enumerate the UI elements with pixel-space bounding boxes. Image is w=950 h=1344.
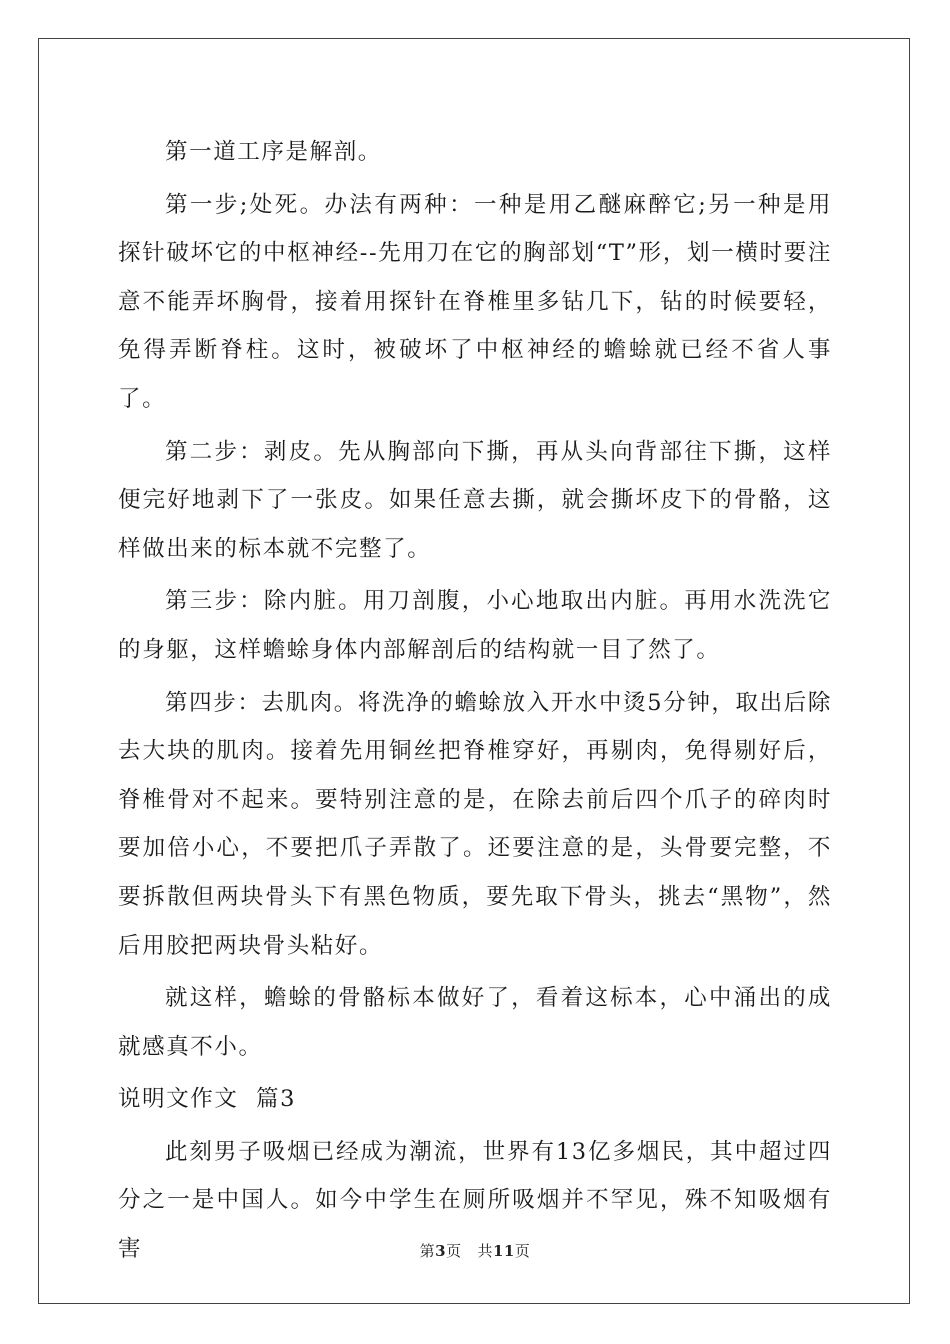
paragraph: 第四步：去肌肉。将洗净的蟾蜍放入开水中烫5分钟，取出后除去大块的肌肉。接着先用铜丝把脊椎穿好，再剔肉，免得剔好后，脊椎骨对不起来。要特别注意的是，在除去前后四个爪子的碎肉时要加倍小心，不要把爪子弄散了。还要注意的是，头骨要完整，不要拆散但两块骨头下有黑色物质，要先取下骨头，挑去“黑物”，然后用胶把两块骨头粘好。 — [118, 689, 832, 959]
footer-prefix: 第 — [419, 1242, 436, 1260]
section-heading: 说明文作文 篇3 — [118, 1086, 297, 1113]
footer-total-suffix: 页 — [514, 1242, 531, 1260]
document-body — [118, 128, 832, 1278]
paragraph: 第一步;处死。办法有两种：一种是用乙醚麻醉它;另一种是用探针破坏它的中枢神经--先用刀在它的胸部划“T”形，划一横时要注意不能弄坏胸骨，接着用探针在脊椎里多钻几下，钻的时候要轻，免得弄断脊柱。这时，被破坏了中枢神经的蟾蜍就已经不省人事了。 — [118, 191, 832, 412]
total-page-count: 11 — [492, 1242, 515, 1260]
paragraph: 就这样，蟾蜍的骨骼标本做好了，看着这标本，心中涌出的成就感真不小。 — [118, 985, 832, 1060]
footer-total-prefix: 共 — [477, 1242, 493, 1260]
paragraph: 第三步：除内脏。用刀剖腹，小心地取出内脏。再用水洗洗它的身躯，这样蟾蜍身体内部解剖后的结构就一目了然了。 — [118, 588, 832, 663]
paragraph: 此刻男子吸烟已经成为潮流，世界有13亿多烟民，其中超过四分之一是中国人。如今中学生在厕所吸烟并不罕见，殊不知吸烟有害 — [118, 1138, 832, 1263]
paragraph: 第二步：剥皮。先从胸部向下撕，再从头向背部往下撕，这样便完好地剥下了一张皮。如果任意去撕，就会撕坏皮下的骨骼，这样做出来的标本就不完整了。 — [118, 438, 832, 562]
paragraph: 第一道工序是解剖。 — [165, 139, 382, 165]
current-page-number: 3 — [435, 1242, 447, 1260]
page-footer — [0, 1240, 950, 1261]
footer-page-suffix: 页 — [446, 1242, 462, 1260]
